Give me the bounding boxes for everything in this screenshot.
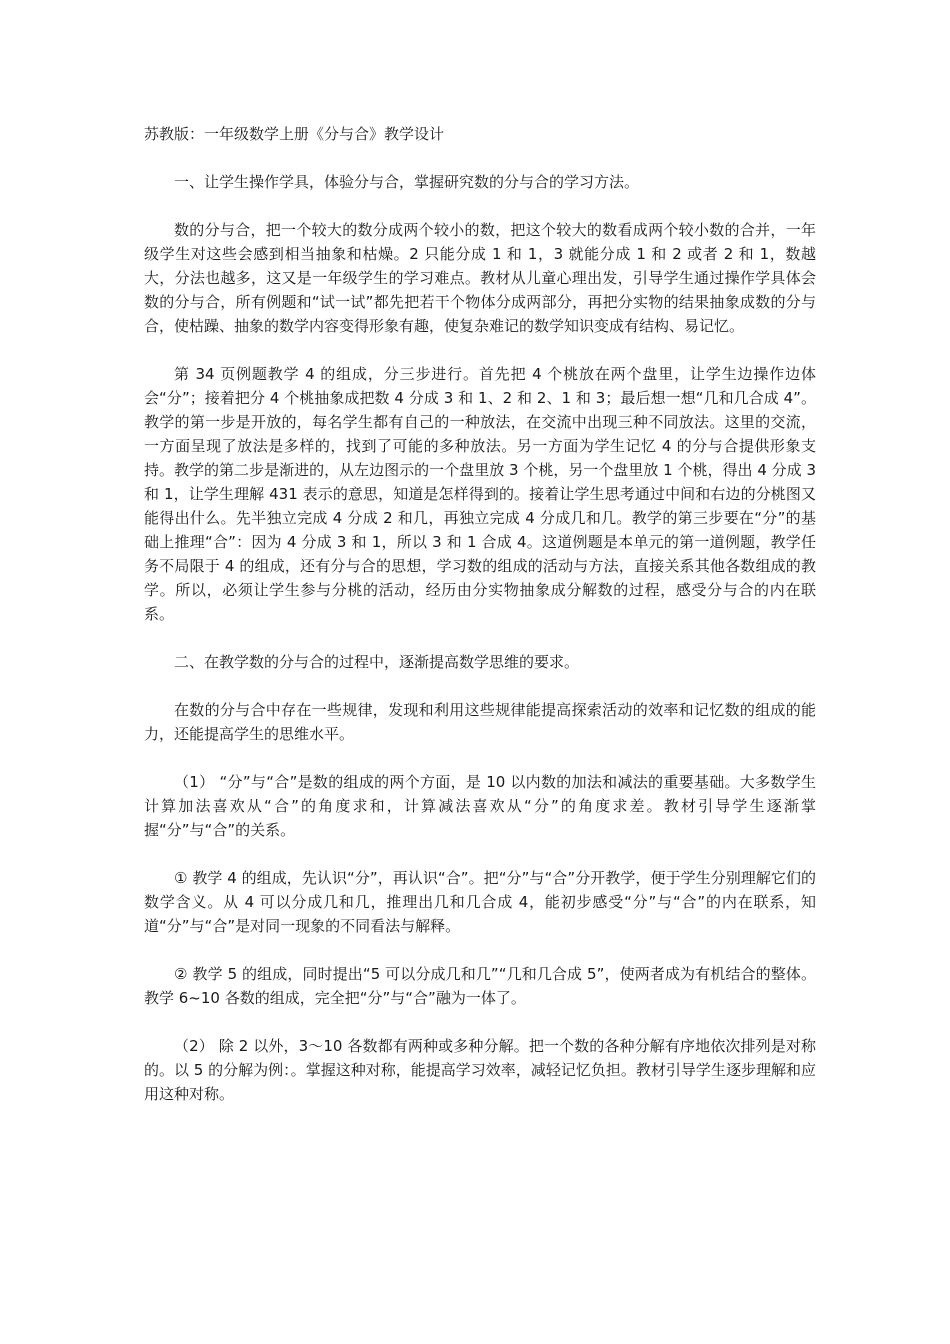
section-heading-1: 一、让学生操作学具，体验分与合，掌握研究数的分与合的学习方法。 [174,173,640,191]
paragraph: 数的分与合，把一个较大的数分成两个较小的数，把这个较大的数看成两个较小数的合并，一年级学生对这些会感到相当抽象和枯燥。2 只能分成 1 和 1，3 就能分成 1 和 2 或者 2 和 1，数越大，分法也越多，这又是一年级学生的学习难点。教材从儿童心理出发，引导学生通过操作学具体会数的分与合，所有例题和“试一试”都先把若干个物体分成两部分，再把分实物的结果抽象成数的分与合，使枯躁、抽象的数学内容变得形象有趣，使复杂难记的数学知识变成有结构、易记忆。 [144,221,816,335]
paragraph-subpoint-1: ① 教学 4 的组成，先认识“分”，再认识“合”。把“分”与“合”分开教学，便于学生分别理解它们的数学含义。从 4 可以分成几和几，推理出几和几合成 4，能初步感受“分”与“合”的内在联系，知道“分”与“合”是对同一现象的不同看法与解释。 [144,869,816,935]
document-title: 苏教版：一年级数学上册《分与合》教学设计 [144,125,445,143]
paragraph-point-1: （1） “分”与“合”是数的组成的两个方面，是 10 以内数的加法和减法的重要基础。大多数学生计算加法喜欢从“合”的角度求和，计算减法喜欢从“分”的角度求差。教材引导学生逐渐掌握“分”与“合”的关系。 [144,773,816,839]
document-page [144,122,816,1130]
section-heading-2: 二、在教学数的分与合的过程中，逐渐提高数学思维的要求。 [174,653,580,671]
paragraph: 在数的分与合中存在一些规律，发现和利用这些规律能提高探索活动的效率和记忆数的组成的能力，还能提高学生的思维水平。 [144,701,816,743]
paragraph: 第 34 页例题教学 4 的组成，分三步进行。首先把 4 个桃放在两个盘里，让学生边操作边体会“分”；接着把分 4 个桃抽象成把数 4 分成 3 和 1、2 和 2、1 和 3；最后想一想“几和几合成 4”。教学的第一步是开放的，每名学生都有自己的一种放法，在交流中出现三种不同放法。这里的交流，一方面呈现了放法是多样的，找到了可能的多种放法。另一方面为学生记忆 4 的分与合提供形象支持。教学的第二步是渐进的，从左边图示的一个盘里放 3 个桃，另一个盘里放 1 个桃，得出 4 分成 3 和 1，让学生理解 431 表示的意思，知道是怎样得到的。接着让学生思考通过中间和右边的分桃图又能得出什么。先半独立完成 4 分成 2 和几，再独立完成 4 分成几和几。教学的第三步要在“分”的基础上推理“合”：因为 4 分成 3 和 1，所以 3 和 1 合成 4。这道例题是本单元的第一道例题，教学任务不局限于 4 的组成，还有分与合的思想，学习数的组成的活动与方法，直接关系其他各数组成的教学。所以，必须让学生参与分桃的活动，经历由分实物抽象成分解数的过程，感受分与合的内在联系。 [144,365,816,623]
paragraph-subpoint-2: ② 教学 5 的组成，同时提出“5 可以分成几和几”“几和几合成 5”，使两者成为有机结合的整体。教学 6~10 各数的组成，完全把“分”与“合”融为一体了。 [144,965,816,1007]
paragraph-point-2: （2） 除 2 以外，3～10 各数都有两种或多种分解。把一个数的各种分解有序地依次排列是对称的。以 5 的分解为例：。掌握这种对称，能提高学习效率，减轻记忆负担。教材引导学生逐步理解和应用这种对称。 [144,1037,816,1103]
